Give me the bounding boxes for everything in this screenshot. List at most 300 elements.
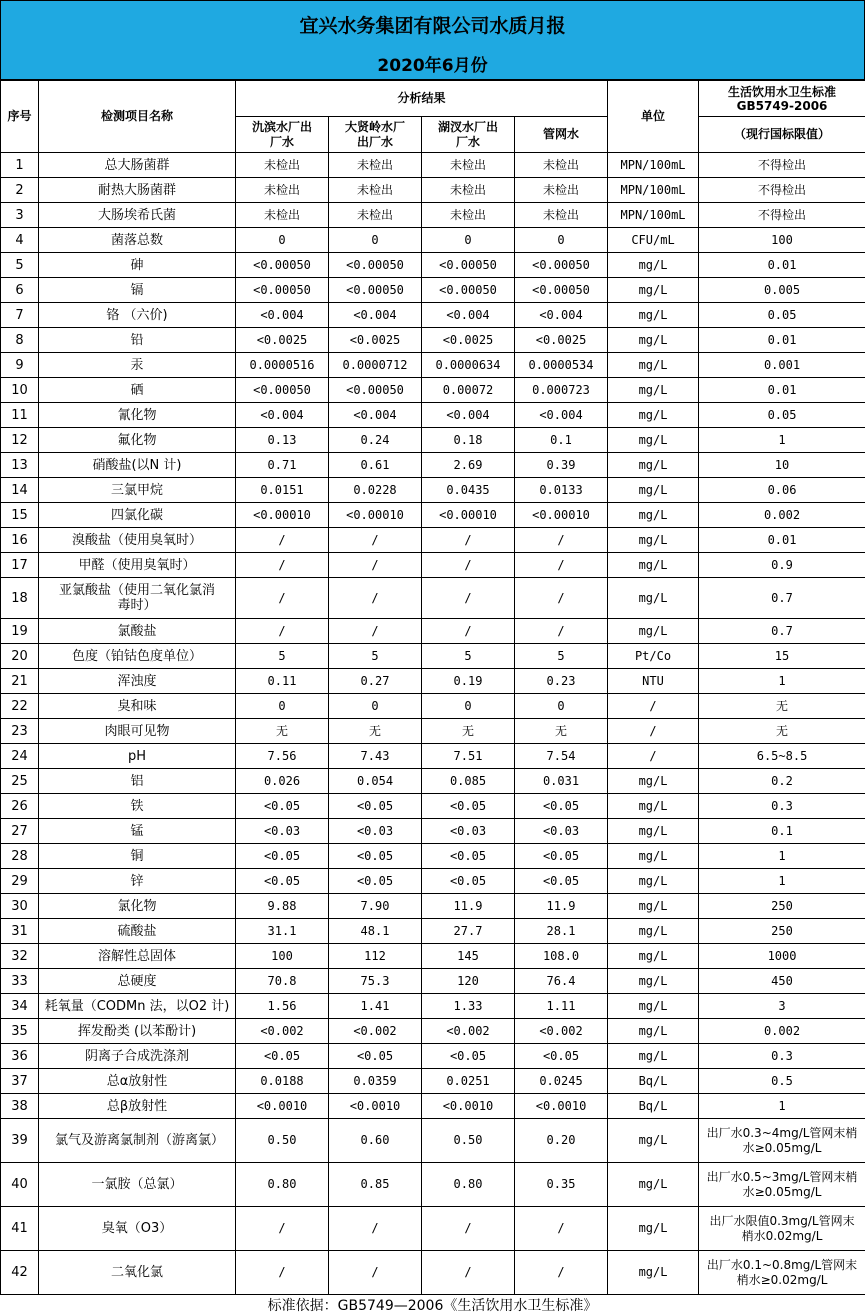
row-number: 33 [1,969,39,994]
header-plant-1: 氿滨水厂出厂水 [236,117,329,153]
item-name: 四氯化碳 [39,503,236,528]
unit-cell: Bq/L [608,1069,699,1094]
result-value: 0.50 [236,1119,329,1163]
table-row [1,203,865,228]
item-name: 铅 [39,328,236,353]
limit-cell: 0.3 [699,1044,865,1069]
item-name: 三氯甲烷 [39,478,236,503]
table-row [1,1069,865,1094]
result-value: / [422,1207,515,1251]
result-value: 5 [329,644,422,669]
result-value: 0.11 [236,669,329,694]
table-row [1,1207,865,1251]
result-value: <0.00050 [515,278,608,303]
limit-cell: 15 [699,644,865,669]
header-plant-2: 大贤岭水厂出厂水 [329,117,422,153]
unit-cell: mg/L [608,553,699,578]
unit-cell: mg/L [608,894,699,919]
item-name: 色度（铂钴色度单位） [39,644,236,669]
result-value: 0.19 [422,669,515,694]
result-value: <0.00050 [236,278,329,303]
result-value: 0 [515,694,608,719]
result-value: 未检出 [329,153,422,178]
result-value: <0.05 [515,1044,608,1069]
result-value: 7.54 [515,744,608,769]
unit-cell: mg/L [608,994,699,1019]
result-value: / [236,619,329,644]
result-value: 0.50 [422,1119,515,1163]
result-value: <0.05 [236,794,329,819]
row-number: 36 [1,1044,39,1069]
result-value: 1.11 [515,994,608,1019]
table-row [1,619,865,644]
limit-cell: 0.5 [699,1069,865,1094]
result-value: <0.002 [422,1019,515,1044]
row-number: 2 [1,178,39,203]
item-name: 溶解性总固体 [39,944,236,969]
result-value: 未检出 [515,178,608,203]
result-value: 100 [236,944,329,969]
unit-cell: mg/L [608,403,699,428]
item-name: 铜 [39,844,236,869]
result-value: 0.60 [329,1119,422,1163]
table-row [1,1044,865,1069]
unit-cell: / [608,744,699,769]
result-value: 0.0359 [329,1069,422,1094]
result-value: <0.03 [329,819,422,844]
result-value: 0.00072 [422,378,515,403]
table-row [1,669,865,694]
item-name: 总α放射性 [39,1069,236,1094]
unit-cell: mg/L [608,869,699,894]
result-value: 1.33 [422,994,515,1019]
result-value: <0.004 [236,303,329,328]
unit-cell: CFU/mL [608,228,699,253]
result-value: <0.05 [515,869,608,894]
result-value: / [422,578,515,619]
header-item: 检测项目名称 [39,81,236,153]
result-value: 2.69 [422,453,515,478]
result-value: <0.004 [422,303,515,328]
result-value: 0 [236,694,329,719]
item-name: 硫酸盐 [39,919,236,944]
limit-cell: 出厂水限值0.3mg/L管网末梢水0.02mg/L [699,1207,865,1251]
item-name: 肉眼可见物 [39,719,236,744]
limit-cell: 250 [699,919,865,944]
result-value: 0.0000534 [515,353,608,378]
result-value: / [236,578,329,619]
limit-cell: 100 [699,228,865,253]
result-value: 未检出 [422,203,515,228]
result-value: 112 [329,944,422,969]
limit-cell: 出厂水0.3~4mg/L管网末梢水≥0.05mg/L [699,1119,865,1163]
result-value: <0.00010 [329,503,422,528]
result-value: / [236,553,329,578]
result-value: 0.0251 [422,1069,515,1094]
limit-cell: 0.005 [699,278,865,303]
result-value: <0.0010 [329,1094,422,1119]
result-value: <0.05 [329,1044,422,1069]
item-name: 总大肠菌群 [39,153,236,178]
table-row [1,278,865,303]
item-name: 氯酸盐 [39,619,236,644]
result-value: <0.002 [515,1019,608,1044]
limit-cell: 0.7 [699,619,865,644]
item-name: 锌 [39,869,236,894]
row-number: 9 [1,353,39,378]
result-value: <0.00050 [422,278,515,303]
result-value: <0.03 [422,819,515,844]
result-value: / [422,619,515,644]
item-name: 耗氧量（CODMn 法，以O2 计) [39,994,236,1019]
result-value: 0.18 [422,428,515,453]
table-row [1,869,865,894]
item-name: 阴离子合成洗涤剂 [39,1044,236,1069]
result-value: <0.03 [515,819,608,844]
result-value: / [329,553,422,578]
unit-cell: mg/L [608,969,699,994]
table-row [1,578,865,619]
result-value: 0.026 [236,769,329,794]
result-value: 0 [515,228,608,253]
result-value: / [422,528,515,553]
item-name: 砷 [39,253,236,278]
result-value: 未检出 [236,153,329,178]
result-value: / [329,528,422,553]
result-value: / [422,1251,515,1295]
item-name: 铬 （六价) [39,303,236,328]
item-name: 溴酸盐（使用臭氧时） [39,528,236,553]
row-number: 6 [1,278,39,303]
unit-cell: mg/L [608,1251,699,1295]
result-value: 未检出 [422,178,515,203]
result-value: 0.000723 [515,378,608,403]
row-number: 17 [1,553,39,578]
result-value: 27.7 [422,919,515,944]
limit-cell: 250 [699,894,865,919]
result-value: 0 [422,694,515,719]
unit-cell: mg/L [608,328,699,353]
unit-cell: MPN/100mL [608,203,699,228]
result-value: / [236,528,329,553]
result-value: 7.43 [329,744,422,769]
item-name: 氟化物 [39,428,236,453]
result-value: / [236,1251,329,1295]
result-value: 未检出 [422,153,515,178]
result-value: 0.1 [515,428,608,453]
table-row [1,478,865,503]
limit-cell: 0.05 [699,403,865,428]
table-row [1,328,865,353]
result-value: / [329,1207,422,1251]
result-value: 无 [422,719,515,744]
result-value: <0.05 [422,1044,515,1069]
result-value: 11.9 [422,894,515,919]
row-number: 29 [1,869,39,894]
unit-cell: mg/L [608,619,699,644]
result-value: / [422,553,515,578]
result-value: 未检出 [236,178,329,203]
result-value: 7.90 [329,894,422,919]
limit-cell: 1000 [699,944,865,969]
result-value: 0.27 [329,669,422,694]
limit-cell: 无 [699,694,865,719]
row-number: 18 [1,578,39,619]
limit-cell: 出厂水0.1~0.8mg/L管网末梢水≥0.02mg/L [699,1251,865,1295]
row-number: 8 [1,328,39,353]
limit-cell: 0.01 [699,528,865,553]
result-value: 28.1 [515,919,608,944]
result-value: 7.51 [422,744,515,769]
row-number: 30 [1,894,39,919]
table-row [1,844,865,869]
row-number: 41 [1,1207,39,1251]
table-row [1,969,865,994]
unit-cell: mg/L [608,1019,699,1044]
result-value: / [515,578,608,619]
result-value: <0.05 [329,869,422,894]
limit-cell: 0.1 [699,819,865,844]
row-number: 23 [1,719,39,744]
unit-cell: mg/L [608,503,699,528]
result-value: 76.4 [515,969,608,994]
unit-cell: MPN/100mL [608,178,699,203]
row-number: 32 [1,944,39,969]
unit-cell: mg/L [608,378,699,403]
header-plant-4: 管网水 [515,117,608,153]
item-name: 甲醛（使用臭氧时） [39,553,236,578]
table-row [1,644,865,669]
result-value: 0.23 [515,669,608,694]
unit-cell: mg/L [608,944,699,969]
limit-cell: 不得检出 [699,153,865,178]
item-name: 一氯胺（总氯） [39,1163,236,1207]
row-number: 27 [1,819,39,844]
result-value: 未检出 [515,203,608,228]
result-value: <0.0010 [236,1094,329,1119]
result-value: <0.004 [329,303,422,328]
result-value: 0.085 [422,769,515,794]
result-value: <0.0025 [515,328,608,353]
unit-cell: mg/L [608,1044,699,1069]
result-value: <0.00010 [422,503,515,528]
table-row [1,769,865,794]
table-row [1,944,865,969]
result-value: 未检出 [236,203,329,228]
unit-cell: MPN/100mL [608,153,699,178]
table-row [1,378,865,403]
result-value: / [329,619,422,644]
limit-cell: 0.05 [699,303,865,328]
unit-cell: mg/L [608,844,699,869]
table-row [1,553,865,578]
unit-cell: mg/L [608,478,699,503]
unit-cell: mg/L [608,428,699,453]
table-row [1,744,865,769]
unit-cell: mg/L [608,453,699,478]
item-name: 硝酸盐(以N 计) [39,453,236,478]
table-row [1,994,865,1019]
result-value: <0.0025 [236,328,329,353]
row-number: 4 [1,228,39,253]
result-value: 0.031 [515,769,608,794]
result-value: 0.39 [515,453,608,478]
limit-cell: 0.01 [699,328,865,353]
table-row [1,503,865,528]
row-number: 25 [1,769,39,794]
unit-cell: mg/L [608,528,699,553]
limit-cell: 1 [699,428,865,453]
item-name: 耐热大肠菌群 [39,178,236,203]
row-number: 11 [1,403,39,428]
header-standard: 生活饮用水卫生标准 GB5749-2006 [699,81,865,117]
result-value: <0.002 [329,1019,422,1044]
result-value: 48.1 [329,919,422,944]
result-value: <0.05 [236,1044,329,1069]
item-name: 挥发酚类 (以苯酚计) [39,1019,236,1044]
item-name: 二氧化氯 [39,1251,236,1295]
result-value: <0.05 [236,844,329,869]
item-name: 氯气及游离氯制剂（游离氯） [39,1119,236,1163]
row-number: 31 [1,919,39,944]
unit-cell: mg/L [608,278,699,303]
item-name: 铁 [39,794,236,819]
result-value: 0.0435 [422,478,515,503]
table-row [1,1019,865,1044]
row-number: 40 [1,1163,39,1207]
result-value: 31.1 [236,919,329,944]
row-number: 42 [1,1251,39,1295]
row-number: 28 [1,844,39,869]
result-value: 0.80 [236,1163,329,1207]
row-number: 20 [1,644,39,669]
row-number: 26 [1,794,39,819]
result-value: 无 [236,719,329,744]
result-value: <0.05 [422,869,515,894]
result-value: 0.71 [236,453,329,478]
result-value: <0.004 [236,403,329,428]
row-number: 35 [1,1019,39,1044]
unit-cell: mg/L [608,253,699,278]
unit-cell: / [608,719,699,744]
limit-cell: 0.7 [699,578,865,619]
item-name: pH [39,744,236,769]
unit-cell: mg/L [608,769,699,794]
unit-cell: mg/L [608,303,699,328]
result-value: <0.05 [329,794,422,819]
result-value: <0.00050 [236,378,329,403]
header-seq: 序号 [1,81,39,153]
unit-cell: mg/L [608,578,699,619]
table-row [1,794,865,819]
unit-cell: mg/L [608,819,699,844]
row-number: 14 [1,478,39,503]
row-number: 3 [1,203,39,228]
table-row [1,1119,865,1163]
result-value: 0.20 [515,1119,608,1163]
limit-cell: 1 [699,669,865,694]
table-row [1,403,865,428]
item-name: 氯化物 [39,894,236,919]
footer-standard-basis: 标准依据：GB5749—2006《生活饮用水卫生标准》 [0,1295,865,1314]
row-number: 19 [1,619,39,644]
limit-cell: 0.01 [699,253,865,278]
item-name: 总硬度 [39,969,236,994]
result-value: 0.61 [329,453,422,478]
result-value: <0.00010 [236,503,329,528]
row-number: 22 [1,694,39,719]
result-value: <0.05 [422,794,515,819]
header-unit: 单位 [608,81,699,153]
result-value: 0.13 [236,428,329,453]
row-number: 39 [1,1119,39,1163]
row-number: 1 [1,153,39,178]
unit-cell: mg/L [608,1163,699,1207]
result-value: 11.9 [515,894,608,919]
table-row [1,353,865,378]
result-value: 0.0000712 [329,353,422,378]
item-name: 大肠埃希氏菌 [39,203,236,228]
result-value: 未检出 [329,203,422,228]
result-value: 0.0133 [515,478,608,503]
item-name: 氰化物 [39,403,236,428]
result-value: / [329,1251,422,1295]
table-row [1,719,865,744]
unit-cell: Pt/Co [608,644,699,669]
table-row [1,819,865,844]
report-title: 宜兴水务集团有限公司水质月报 [0,0,865,48]
result-value: 0.0151 [236,478,329,503]
result-value: <0.00050 [329,253,422,278]
table-row [1,528,865,553]
result-value: / [515,553,608,578]
row-number: 37 [1,1069,39,1094]
report-month: 2020年6月份 [0,47,865,80]
limit-cell: 1 [699,844,865,869]
result-value: / [515,1251,608,1295]
result-value: 0.0228 [329,478,422,503]
item-name: 亚氯酸盐（使用二氧化氯消毒时） [39,578,236,619]
result-value: 0.85 [329,1163,422,1207]
row-number: 5 [1,253,39,278]
row-number: 24 [1,744,39,769]
result-value: <0.00050 [329,278,422,303]
unit-cell: mg/L [608,1119,699,1163]
result-value: 0 [236,228,329,253]
item-name: 汞 [39,353,236,378]
result-value: 1.41 [329,994,422,1019]
item-name: 臭和味 [39,694,236,719]
table-row [1,428,865,453]
unit-cell: mg/L [608,919,699,944]
result-value: 0 [422,228,515,253]
limit-cell: 10 [699,453,865,478]
table-row [1,178,865,203]
item-name: 浑浊度 [39,669,236,694]
row-number: 34 [1,994,39,1019]
result-value: <0.004 [329,403,422,428]
table-row [1,303,865,328]
result-value: 0.0000516 [236,353,329,378]
limit-cell: 3 [699,994,865,1019]
unit-cell: NTU [608,669,699,694]
result-value: <0.00010 [515,503,608,528]
item-name: 菌落总数 [39,228,236,253]
row-number: 38 [1,1094,39,1119]
limit-cell: 0.3 [699,794,865,819]
limit-cell: 0.2 [699,769,865,794]
limit-cell: 0.001 [699,353,865,378]
